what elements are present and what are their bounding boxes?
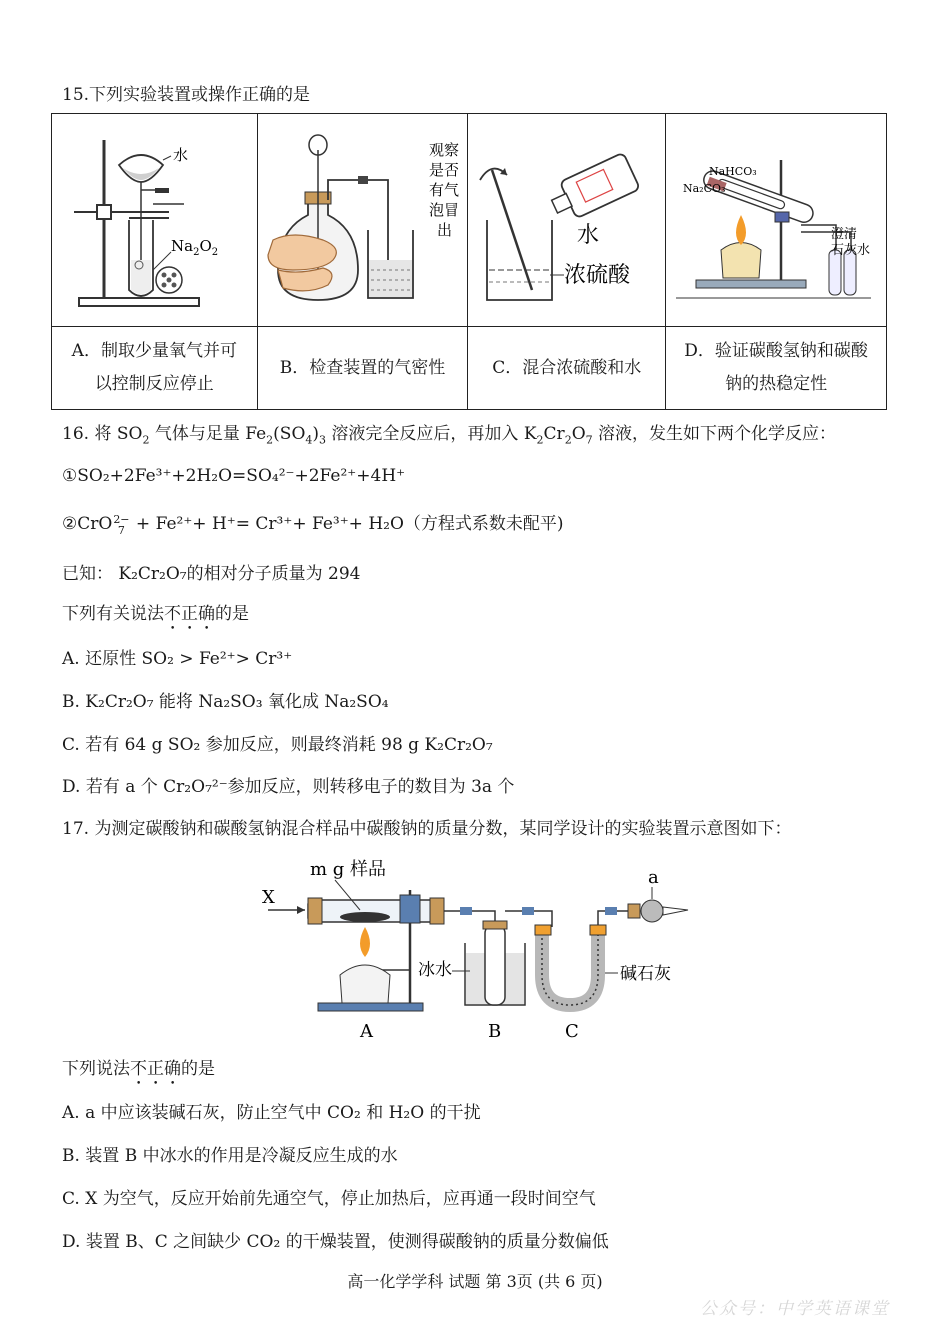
q15-options-table — [51, 113, 887, 410]
figure-c-cell — [468, 114, 666, 327]
q16-option-c: C. 若有 64 g SO₂ 参加反应，则最终消耗 98 g K₂Cr₂O₇ — [62, 735, 493, 755]
figure-d-cell — [666, 114, 887, 327]
q16-known: 已知： K₂Cr₂O₇的相对分子质量为 294 — [62, 564, 361, 584]
oxygen-generator-figure — [59, 120, 249, 320]
q17-option-d: D. 装置 B、C 之间缺少 CO₂ 的干燥装置，使测得碳酸钠的质量分数偏低 — [62, 1232, 609, 1252]
q17-stem: 17. 为测定碳酸钠和碳酸氢钠混合样品中碳酸钠的质量分数，某同学设计的实验装置示意图如下： — [62, 819, 792, 839]
q16-option-a: A. 还原性 SO₂ > Fe²⁺> Cr³⁺ — [62, 649, 293, 669]
figb-observe-label: 观察 是否 有气 泡冒 出 — [428, 141, 459, 239]
q16-stem: 16. 将 $SO_2$ 气体与足量 $Fe_2(SO_4)_3$ 溶液完全反应后，再加入 $K_2Cr_2O_7$ 溶液，发生如下两个化学反应： — [62, 424, 837, 447]
q16-option-b: B. K₂Cr₂O₇ 能将 Na₂SO₃ 氧化成 Na₂SO₄ — [62, 692, 389, 712]
figc-acid-label: 浓硫酸 — [563, 263, 630, 288]
label-a-apparatus: A — [360, 1021, 373, 1042]
figd-nahco3-label: NaHCO₃ — [709, 165, 757, 178]
figa-reagent-na: Na — [171, 237, 194, 255]
label-c-apparatus: C — [565, 1021, 579, 1042]
figd-limewater-label: 澄清 石灰水 — [831, 227, 871, 258]
soda-lime-label: 碱石灰 — [620, 964, 671, 984]
watermark: 公众号：中学英语课堂 — [700, 1299, 890, 1319]
q16-option-d: D. 若有 a 个 Cr₂O₇²⁻参加反应，则转移电子的数目为 3a 个 — [62, 777, 515, 797]
q16-equation-1: ①SO₂+2Fe³⁺+2H₂O=SO₄²⁻+2Fe²⁺+4H⁺ — [62, 466, 406, 486]
figa-water-label: 水 — [173, 146, 189, 164]
option-c-caption: C．混合浓硫酸和水 — [468, 327, 666, 410]
figd-na2co3-label: Na₂CO₃ — [683, 182, 726, 195]
svg-text:Na2O2: $Na_2O_2$ — [171, 237, 219, 258]
acid-dilution-figure — [472, 120, 662, 320]
option-a-caption: A．制取少量氧气并可 以控制反应停止 — [52, 327, 258, 410]
q16-question: 下列有关说法不正确的是 — [62, 604, 249, 624]
figure-b-cell — [257, 114, 468, 327]
q15-stem: 15.下列实验装置或操作正确的是 — [62, 85, 311, 105]
option-b-caption: B．检查装置的气密性 — [257, 327, 468, 410]
q17-option-c: C. X 为空气，反应开始前先通空气，停止加热后，应再通一段时间空气 — [62, 1189, 596, 1209]
page-footer: 高一化学学科 试题 第 3页 (共 6 页) — [347, 1272, 603, 1291]
airtightness-figure — [263, 120, 463, 320]
option-d-caption: D．验证碳酸氢钠和碳酸 钠的热稳定性 — [666, 327, 887, 410]
q17-question: 下列说法不正确的是 — [62, 1059, 215, 1079]
ice-water-label: 冰水 — [418, 960, 452, 980]
q16-equation-2: ②CrO 2− 7 + Fe²⁺+ H⁺= Cr³⁺+ Fe³⁺+ H₂O（方程式系数未配平) — [62, 512, 564, 537]
figure-a-cell — [52, 114, 258, 327]
thermal-stability-figure — [671, 120, 881, 320]
q17-option-b: B. 装置 B 中冰水的作用是冷凝反应生成的水 — [62, 1146, 398, 1166]
tube-a-label: a — [648, 867, 659, 888]
sample-label: m g 样品 — [310, 859, 387, 880]
q17-option-a: A. a 中应该装碱石灰，防止空气中 CO₂ 和 H₂O 的干扰 — [62, 1103, 481, 1123]
label-b-apparatus: B — [488, 1021, 502, 1042]
q17-apparatus-figure — [260, 855, 700, 1045]
x-inlet-label: X — [262, 887, 275, 908]
figc-water-label: 水 — [576, 223, 599, 248]
